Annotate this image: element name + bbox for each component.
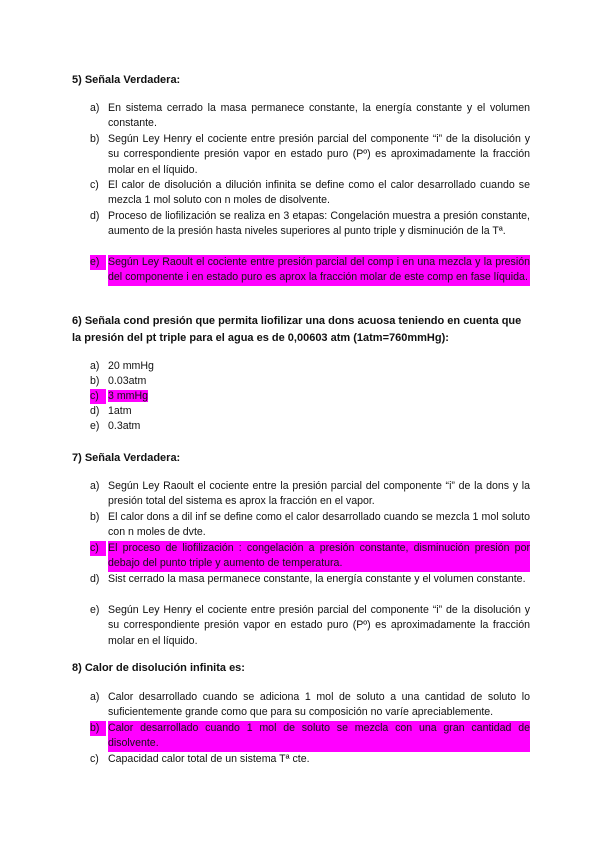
option-text: Sist cerrado la masa permanece constante, la energía constante y el volumen constante. [108,573,526,585]
option-letter: c) [90,753,99,765]
option-letter: e) [90,604,100,616]
option-text: 0.03atm [108,375,147,387]
option-text: En sistema cerrado la masa permanece constante, la energía constante y el volumen constante. [108,102,530,130]
option-letter: e) [90,255,106,270]
option-text: El calor de disolución a dilución infinita se define como el calor desarrollado cuando se mezcla 1 mol soluto con n moles de disolvente. [108,179,530,207]
option-letter: d) [90,573,100,585]
option-text: Calor desarrollado cuando 1 mol de soluto se mezcla con una gran cantidad de disolvente. [108,721,530,752]
option-text: Proceso de liofilización se realiza en 3 etapas: Congelación muestra a presión constante, aumento de la presión hasta niveles superiores al punto triple y disminución de la Tª. [108,210,530,238]
option-text: Según Ley Raoult el cociente entre la presión parcial del componente “i” de la dons y la presión total del sistema es aprox la fracción en el vapor. [108,480,530,508]
option-letter: a) [90,360,100,372]
option-letter: e) [90,420,100,432]
option-text: Capacidad calor total de un sistema Tª cte. [108,753,310,765]
q8-option-b-highlighted [90,721,530,752]
option-letter: d) [90,405,100,417]
option-letter: a) [90,102,100,114]
option-letter: a) [90,480,100,492]
option-letter: b) [90,133,100,145]
option-text: 20 mmHg [108,360,154,372]
option-letter: a) [90,691,100,703]
question-7-title: 7) Señala Verdadera: [72,452,181,464]
option-text: El calor dons a dil inf se define como el calor desarrollado cuando se mezcla 1 mol soluto con n moles de dvte. [108,511,530,539]
q8-option-a [90,690,530,721]
q5-option-b [90,132,530,178]
q5-option-a [90,101,530,132]
option-letter: c) [90,179,99,191]
option-text: 0.3atm [108,420,141,432]
option-letter: b) [90,721,106,736]
q7-option-c-highlighted [90,541,530,572]
option-text: Según Ley Raoult el cociente entre presión parcial del comp i en una mezcla y la presión del componente i en estado puro es aprox la fracción molar de este comp en fase líquida. [108,255,530,286]
option-text: 1atm [108,405,132,417]
q5-option-c [90,178,530,209]
q6-option-b [90,374,530,389]
q6-option-e [90,419,530,434]
q5-option-d [90,209,530,240]
q6-option-c-highlighted [90,389,530,404]
option-letter: d) [90,210,100,222]
q5-option-e-highlighted [90,255,530,286]
q7-option-b [90,510,530,541]
q7-option-a [90,479,530,510]
option-text: Según Ley Henry el cociente entre presión parcial del componente “i” de la disolución y su correspondiente presión vapor en estado puro (Pº) es aproximadamente la fracción molar en el líquido. [108,604,530,647]
option-letter: c) [90,389,106,404]
option-text: Calor desarrollado cuando se adiciona 1 mol de soluto a una cantidad de soluto lo suficientemente grande como que para su composición no varíe apreciablemente. [108,691,530,719]
question-5-title: 5) Señala Verdadera: [72,74,181,86]
option-letter: b) [90,375,100,387]
question-8-title: 8) Calor de disolución infinita es: [72,662,245,674]
option-letter: b) [90,511,100,523]
option-letter: c) [90,541,106,556]
q6-option-d [90,404,530,419]
option-text: 3 mmHg [108,390,149,402]
q7-option-e [90,603,530,649]
q6-option-a [90,359,530,374]
q7-option-d [90,572,530,587]
q8-option-c [90,752,530,767]
option-text: El proceso de liofilización : congelación a presión constante, disminución presión por debajo del punto triple y aumento de temperatura. [108,541,530,572]
question-6-title: 6) Señala cond presión que permita liofilizar una dons acuosa teniendo en cuenta que la presión del pt triple para el agua es de 0,00603 atm (1atm=760mmHg): [72,315,522,344]
option-text: Según Ley Henry el cociente entre presión parcial del componente “i” de la disolución y su correspondiente presión vapor en estado puro (Pº) es aproximadamente la fracción molar en el líquido. [108,133,530,176]
